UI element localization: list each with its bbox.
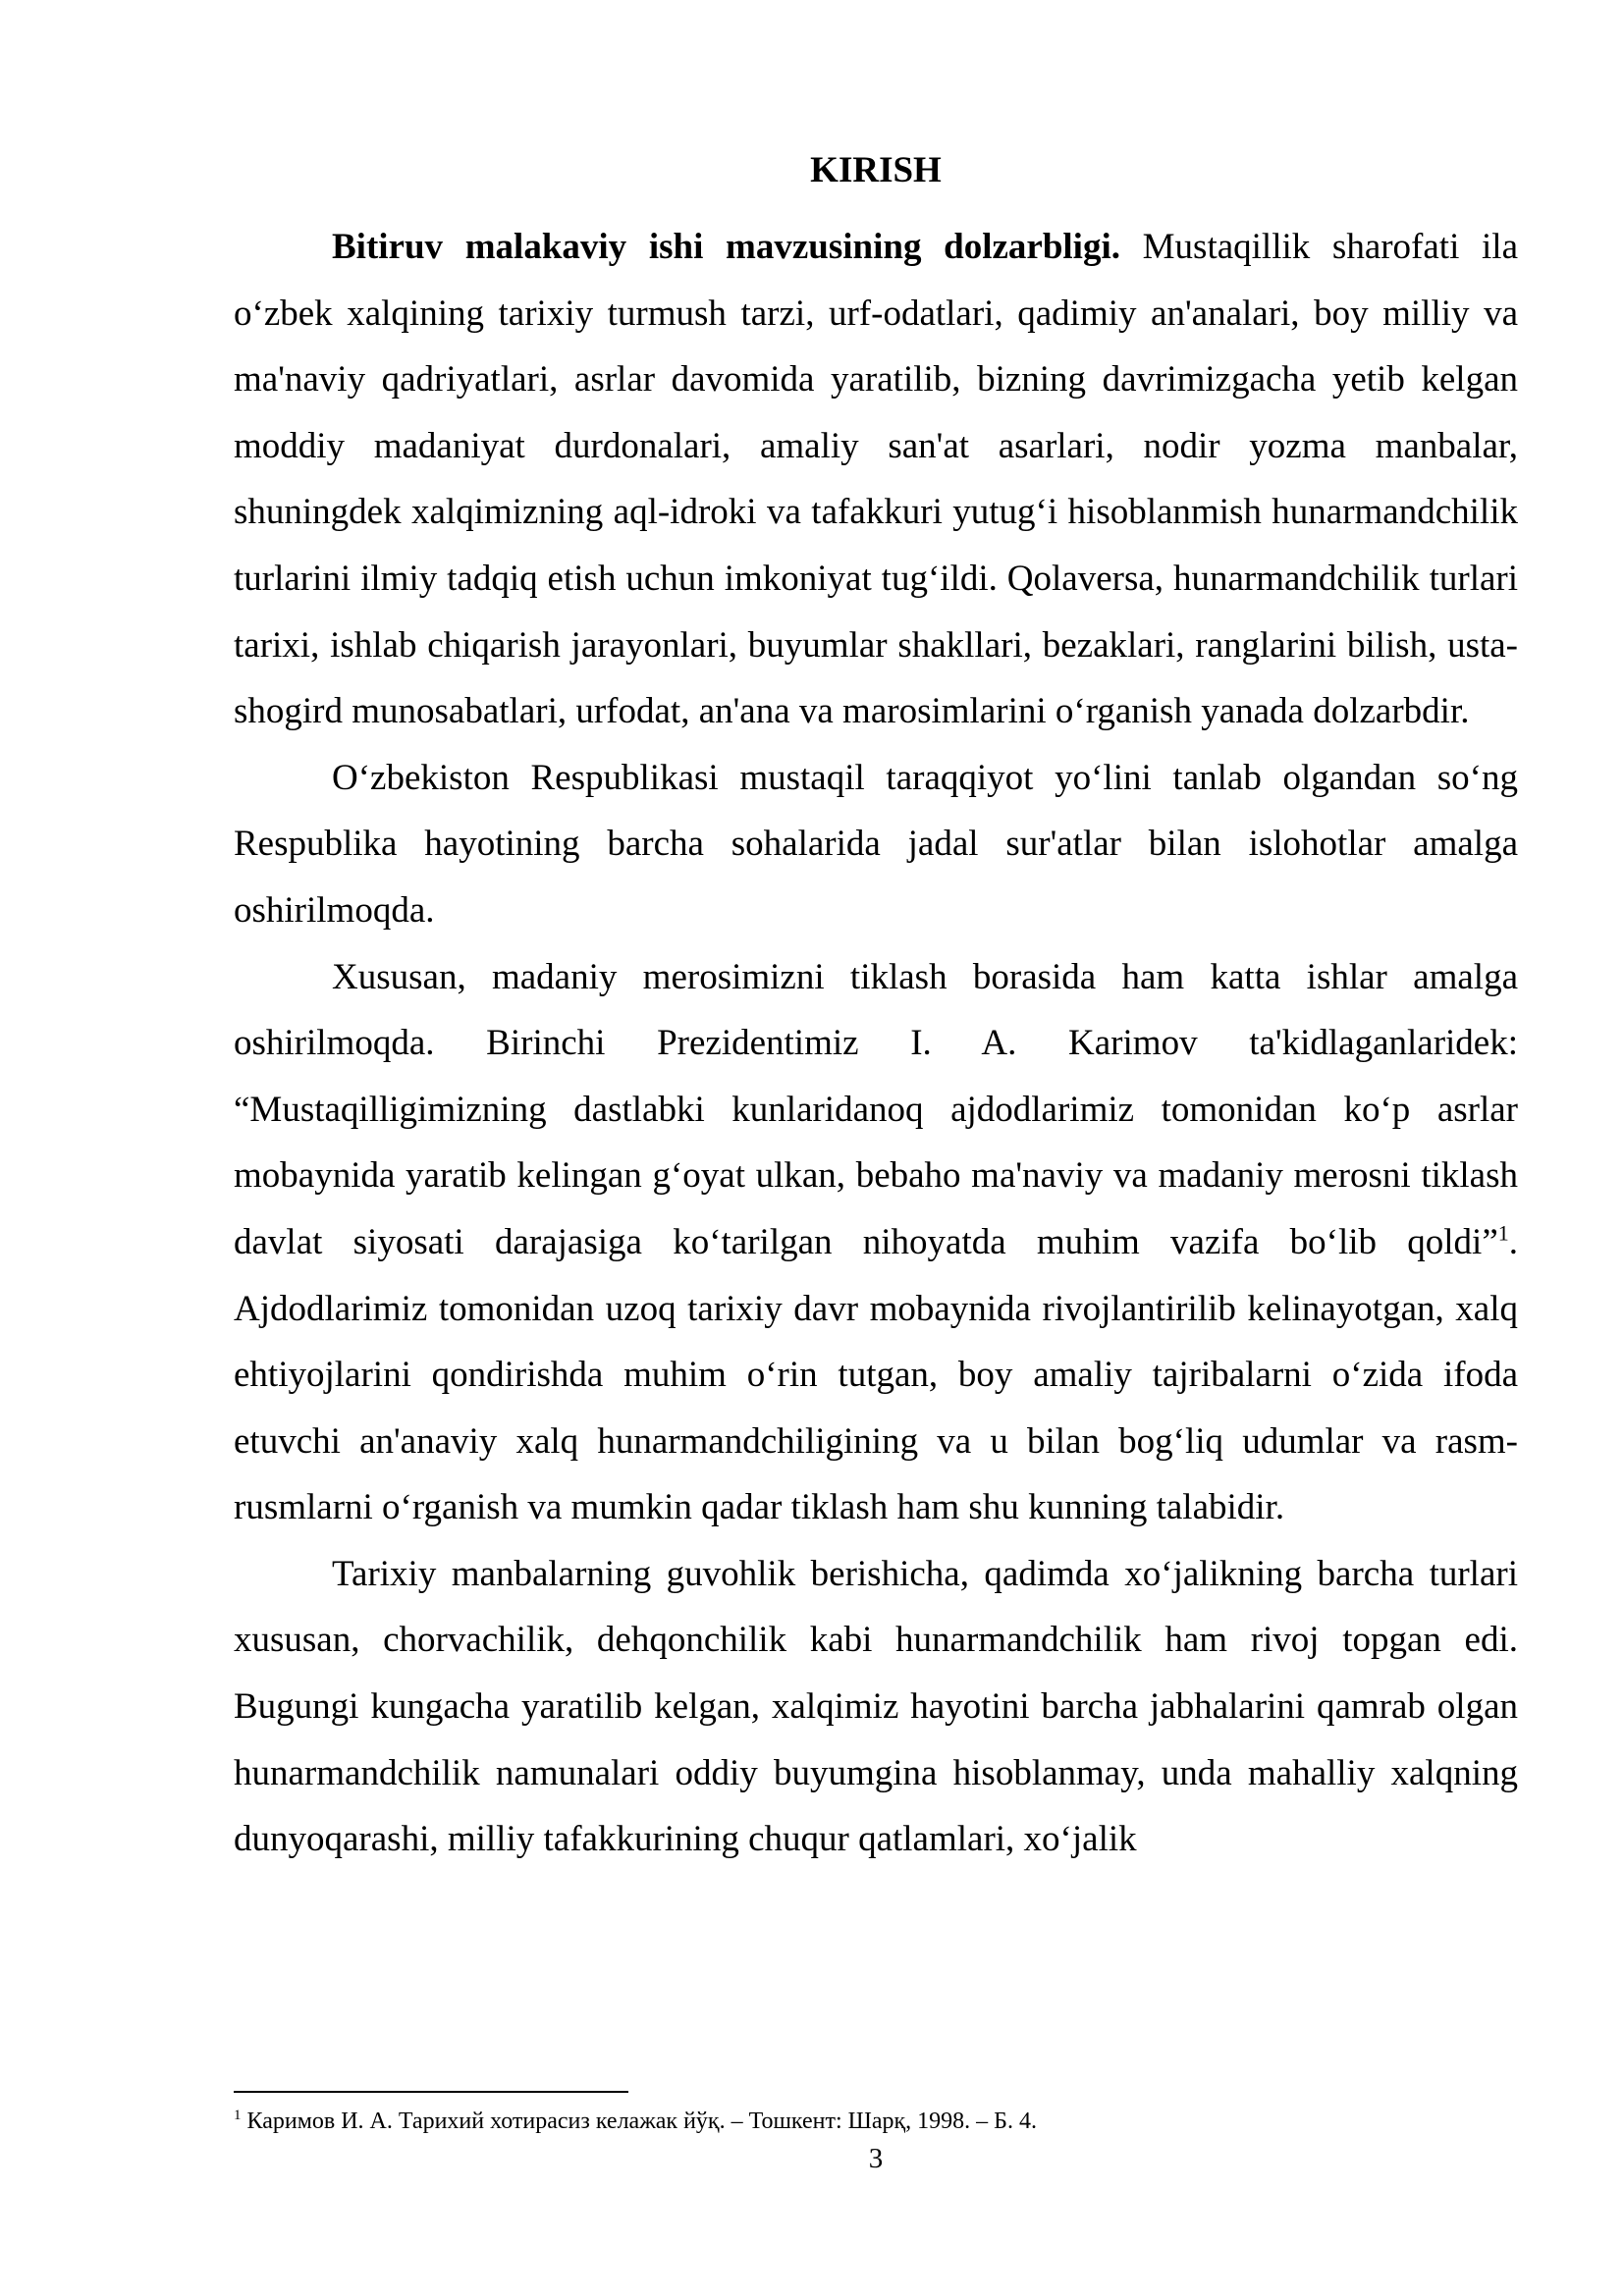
page-number: 3 [868,2143,884,2174]
paragraph-text: Tarixiy manbalarning guvohlik berishicha, qadimda xoʻjalikning barcha turlari xususan, chorvachilik, dehqonchilik kabi hunarmandchilik ham rivoj topgan edi. Bugungi kungacha yaratilib kelgan, xalqimiz hayotini barcha jabhalarini qamrab olgan hunarmandchilik namunalari oddiy buyumgina hisoblanmay, unda mahalliy xalqning dunyoqarashi, milliy tafakkurining chuqur qatlamlari, xoʻjalik [234,1553,1518,1860]
paragraph-relevance [234,214,1518,745]
paragraph-text: Mustaqillik sharofati ila oʻzbek xalqining tarixiy turmush tarzi, urf-odatlari, qadimiy an'analari, boy milliy va ma'naviy qadriyatlari, asrlar davomida yaratilib, bizning davrimizgacha yetib kelgan moddiy madaniyat durdonalari, amaliy san'at asarlari, nodir yozma manbalar, shuningdek xalqimizning aql-idroki va tafakkuri yutugʻi hisoblanmish hunarmandchilik turlarini ilmiy tadqiq etish uchun imkoniyat tugʻildi. Qolaversa, hunarmandchilik turlari tarixi, ishlab chiqarish jarayonlari, buyumlar shakllari, bezaklari, ranglarini bilish, usta-shogird munosabatlari, urfodat, an'ana va marosimlarini oʻrganish yanada dolzarbdir. [234,227,1518,732]
footnote-text: Каримов И. А. Тарихий хотирасиз келажак йўқ. – Тошкент: Шарқ, 1998. – Б. 4. [241,2109,1037,2134]
paragraph-sources [234,1541,1518,1873]
paragraph-text: Xususan, madaniy merosimizni tiklash borasida ham katta ishlar amalga oshirilmoqda. Birinchi Prezidentimiz I. A. Karimov ta'kidlaganlaridek: “Mustaqilligimizning dastlabki kunlaridanoq ajdodlarimiz tomonidan koʻp asrlar mobaynida yaratib kelingan gʻoyat ulkan, bebaho ma'naviy va madaniy merosni tiklash davlat siyosati darajasiga koʻtarilgan nihoyatda muhim vazifa boʻlib qoldi” [234,956,1518,1262]
chapter-title: KIRISH [810,150,942,190]
footnote-separator [234,2091,628,2093]
document-page [234,0,1518,2296]
paragraph-heritage [234,944,1518,1541]
paragraph-text: Oʻzbekiston Respublikasi mustaqil taraqqiyot yoʻlini tanlab olgandan soʻng Respublika hayotining barcha sohalarida jadal sur'atlar bilan islohotlar amalga oshirilmoqda. [234,757,1518,931]
footnote-number: 1 [234,2108,242,2123]
footnote-reference[interactable]: 1 [1497,1220,1509,1246]
paragraph-text: . Ajdodlarimiz tomonidan uzoq tarixiy davr mobaynida rivojlantirilib kelinayotgan, xalq ehtiyojlarini qondirishda muhim oʻrin tutgan, boy amaliy tajribalarni oʻzida ifoda etuvchi an'anaviy xalq hunarmandchiligining va u bilan bogʻliq udumlar va rasm-rusmlarni oʻrganish va mumkin qadar tiklash ham shu kunning talabidir. [234,1221,1518,1528]
body-text [234,214,1518,1873]
paragraph-independence [234,745,1518,944]
footnote [234,2107,1518,2136]
paragraph-lead: Bitiruv malakaviy ishi mavzusining dolzarbligi. [332,227,1120,267]
